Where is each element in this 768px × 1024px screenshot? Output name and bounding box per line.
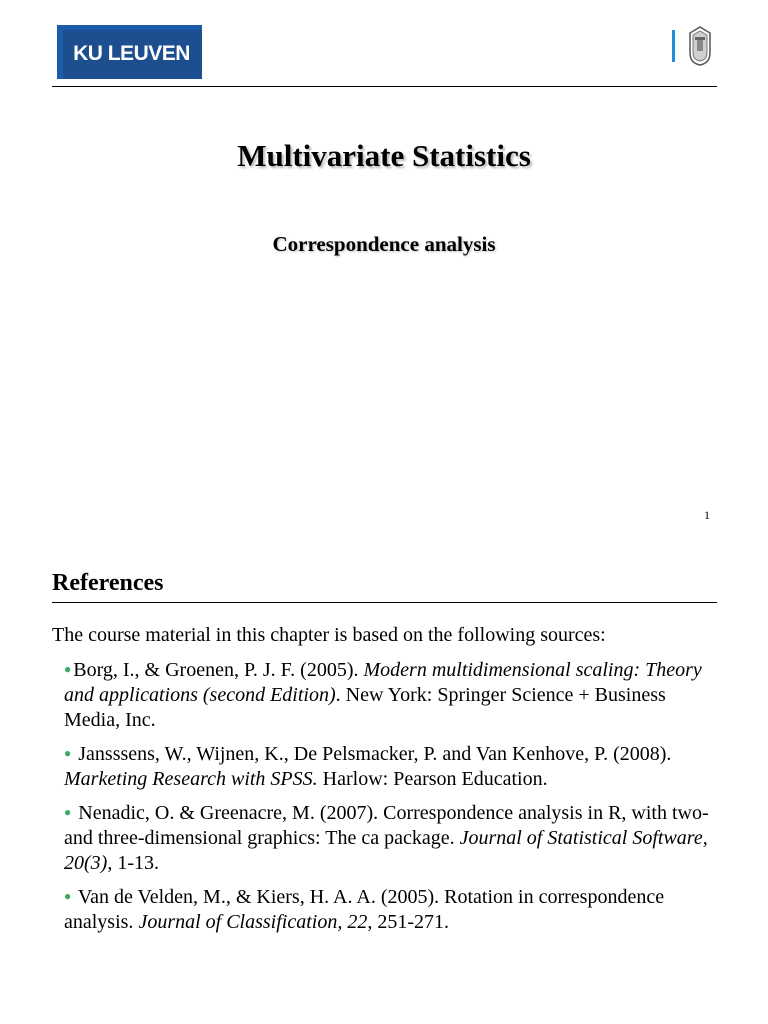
reference-publisher: Harlow: Pearson Education. [317,768,548,790]
bullet-icon: ● [64,662,72,676]
header-rule [52,86,717,87]
reference-text: Van de Velden, M., & Kiers, H. A. A. (2005). Rotation in correspondence analysis. [64,886,665,933]
reference-text: Nenadic, O. & Greenacre, M. (2007). Correspondence analysis in R, with two- and three-dimensional graphics: The ca package. [64,802,709,849]
reference-item [64,657,724,733]
references-intro: The course material in this chapter is based on the following sources: [52,624,606,646]
university-seal-icon [686,25,714,67]
reference-item [64,800,724,876]
bullet-icon: ● [64,889,72,903]
reference-title: Journal of Statistical Software, 20(3) [64,827,708,874]
reference-title: Modern multidimensional scaling: Theory and applications (second Edition) [64,659,702,706]
seal-divider [672,30,675,62]
reference-publisher: , 251-271. [367,911,450,933]
reference-publisher: . New York: Springer Science + Business Media, Inc. [64,684,666,731]
reference-text: Jansssens, W., Wijnen, K., De Pelsmacker, P. and Van Kenhove, P. (2008). [78,743,672,765]
reference-title: Journal of Classification, 22 [138,911,368,933]
reference-item [64,741,724,792]
page-number: 1 [704,508,710,522]
logo-text: KU LEUVEN [73,42,190,65]
references-heading: References [52,570,164,596]
references-rule [52,602,717,603]
slide-title: Multivariate Statistics [237,138,531,173]
ku-leuven-logo [57,25,202,79]
bullet-icon: ● [64,805,72,819]
reference-publisher: , 1-13. [107,852,159,874]
slide-subtitle: Correspondence analysis [272,232,496,256]
reference-text: Borg, I., & Groenen, P. J. F. (2005). [73,659,364,681]
reference-list [64,657,724,943]
reference-title: Marketing Research with SPSS. [64,768,318,790]
bullet-icon: ● [64,746,72,760]
reference-item [64,884,724,935]
